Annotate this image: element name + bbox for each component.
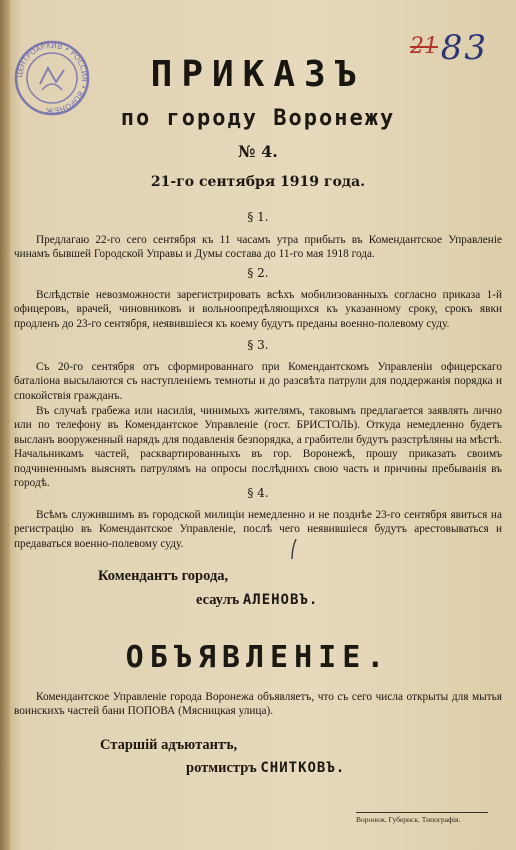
section-2-label: § 2. <box>247 266 269 280</box>
crossed-out-number: 21 <box>410 34 438 59</box>
document-title: ПРИКАЗЪ <box>150 54 366 95</box>
adjutant-name: СНИТКОВЪ. <box>260 760 346 776</box>
section-3-text-continued: Въ случаѣ грабежа или насилія, чинимыхъ жителямъ, таковымъ предлагается заявлять лично или по телефону въ Комендантское Управленіе (гост. БРИСТОЛЬ). Откуда немедленно будетъ высланъ вооруженный нарядъ для подавленія безпорядка, а грабители будутъ разстрѣляны на мѣстѣ. Начальникамъ частей, расквартированныхъ въ гор. Воронежѣ, прошу приказать своимъ подчиненнымъ выяснять патрулямъ на опросы послѣднихъ свою часть и причины пребыванія въ городѣ. <box>14 405 502 490</box>
section-3-text: Съ 20-го сентября отъ сформированнаго при Комендантскомъ Управленіи офицерскаго баталіона высылаются съ наступленіемъ темноты и до разсвѣта патрули для поддержанія порядка и спокойствія гражданъ. <box>14 361 502 402</box>
section-4-text: Всѣмъ служившимъ въ городской милиціи немедленно и не позднѣе 23-го сентября явиться на регистрацію въ Комендантское Управленіе, послѣ чего неявившіеся будутъ арестовываться и предаваться военно-полевому суду. <box>14 509 502 550</box>
section-1-text: Предлагаю 22-го сего сентября къ 11 часамъ утра прибыть въ Комендантское Управленіе чинамъ бывшей Городской Управы и Думы состава до 11-го мая 1918 года. <box>14 234 502 261</box>
adjutant-title: Старшій адъютантъ, <box>100 737 238 753</box>
commandant-rank: есаулъ <box>196 592 240 608</box>
section-4-label: § 4. <box>247 486 269 500</box>
adjutant-rank: ротмистръ <box>186 760 257 776</box>
stamp-ring-text: ЦЕНТРОАРХИВ • РОССИЯ • ВОРОНЕЖ <box>14 40 90 116</box>
document-subtitle: по городу Воронежу <box>120 106 396 131</box>
commandant-title: Комендантъ города, <box>98 568 229 584</box>
commandant-signature <box>196 592 318 609</box>
commandant-name: АЛЕНОВЪ. <box>242 592 319 608</box>
announcement-text: Комендантское Управленіе города Воронежа объявляетъ, что съ сего числа открыты для мытья воинскихъ частей бани ПОПОВА (Мясницкая улица). <box>14 691 502 718</box>
printer-imprint: Воронеж. Губернск. Типографія. <box>356 812 488 824</box>
pencil-mark-icon <box>290 538 298 560</box>
section-1-label: § 1. <box>247 210 269 224</box>
adjutant-signature <box>186 760 345 777</box>
handwritten-archive-number: 83 <box>440 28 488 68</box>
order-number: № 4. <box>238 142 278 161</box>
announcement-title: ОБЪЯВЛЕНІЕ. <box>125 640 391 675</box>
section-3-label: § 3. <box>247 338 269 352</box>
section-2-text: Вслѣдствіе невозможности зарегистрировать всѣхъ мобилизованныхъ согласно приказа 1-й офицеровъ, врачей, чиновниковъ и вольноопредѣляющихся къ указанному сроку, срокъ явки продленъ до 23-го сентября, неявившіеся къ коему будутъ преданы военно-полевому суду. <box>14 289 502 330</box>
order-date: 21-го сентября 1919 года. <box>150 174 366 190</box>
